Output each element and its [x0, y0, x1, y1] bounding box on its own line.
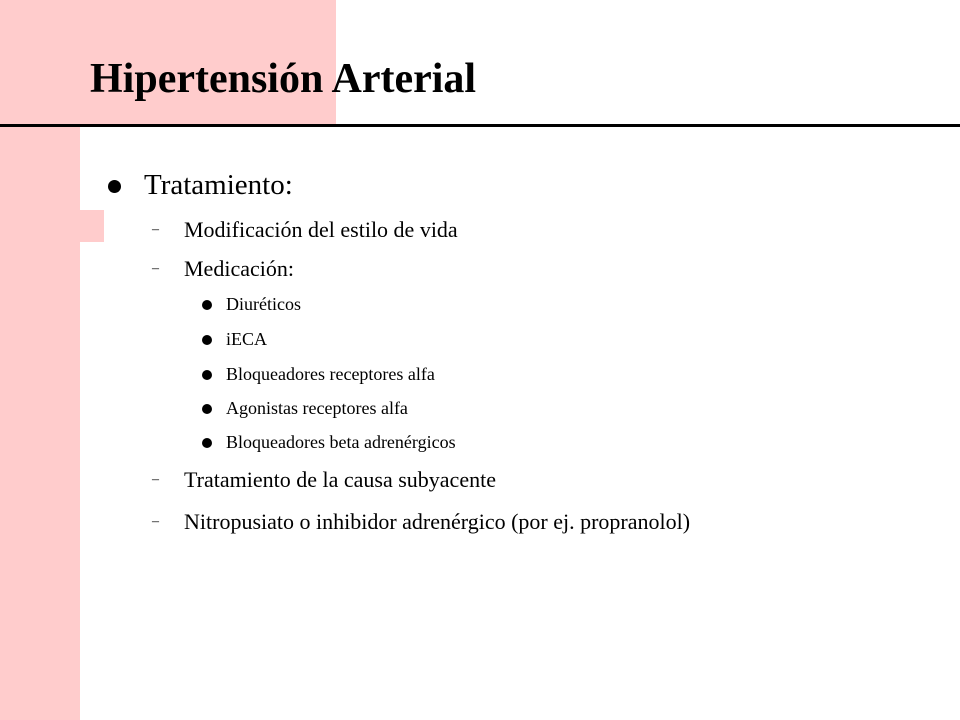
sub-item-label: Medicación: [184, 256, 294, 281]
sub-item-label: Tratamiento de la causa subyacente [184, 467, 496, 492]
dash-icon: – [152, 261, 159, 276]
sub-item-label: Modificación del estilo de vida [184, 217, 458, 242]
sub-item-estilo-vida [0, 216, 960, 244]
medication-item [0, 292, 960, 316]
bullet-dot-icon [202, 300, 212, 310]
bullet-dot-icon [202, 404, 212, 414]
medication-item [0, 362, 960, 386]
medication-label: Bloqueadores beta adrenérgicos [226, 432, 456, 452]
medication-item [0, 396, 960, 420]
bullet-dot-icon [108, 180, 121, 193]
medication-label: Bloqueadores receptores alfa [226, 364, 435, 384]
dash-icon: – [152, 514, 159, 529]
medication-label: Agonistas receptores alfa [226, 398, 408, 418]
medication-item [0, 430, 960, 454]
slide-title: Hipertensión Arterial [90, 56, 477, 102]
sub-item-nitropusiato [0, 508, 960, 536]
bullet-label: Tratamiento: [144, 169, 293, 201]
bullet-dot-icon [202, 370, 212, 380]
sub-item-label: Nitropusiato o inhibidor adrenérgico (por ej. propranolol) [184, 509, 691, 534]
dash-icon: – [152, 472, 159, 487]
bullet-dot-icon [202, 438, 212, 448]
sub-item-causa-subyacente [0, 466, 960, 494]
medication-item [0, 327, 960, 351]
sub-item-medicacion [0, 255, 960, 283]
medication-label: Diuréticos [226, 294, 301, 314]
dash-icon: – [152, 222, 159, 237]
medication-label: iECA [226, 329, 268, 349]
bullet-dot-icon [202, 335, 212, 345]
